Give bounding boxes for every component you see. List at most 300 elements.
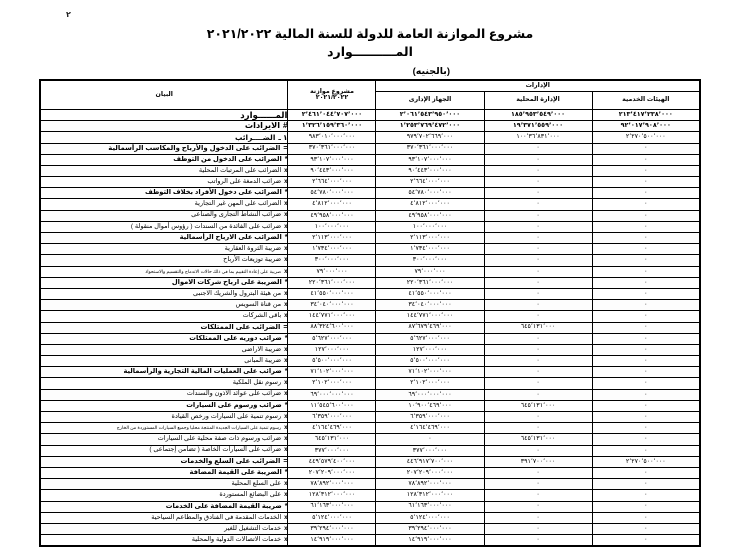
cell-idari: ٥٤٬٧٨٠٬٠٠٠٬٠٠٠ xyxy=(376,188,484,199)
cell-idari: ٨٧٬٦٧٩٬٤٦٩٬٠٠٠ xyxy=(376,322,484,333)
cell-mashroo: ٨٨٬٣٢٤٬٦٠٠٬٠٠٠ xyxy=(288,322,376,333)
cell-idari: ٠ xyxy=(376,434,484,445)
cell-hayaat: ٠ xyxy=(592,177,700,188)
cell-idari: ٥٬٦٢٧٬٠٠٠٬٠٠٠ xyxy=(376,333,484,344)
bullet-x-icon: x xyxy=(284,525,288,532)
cell-statement xyxy=(40,535,288,547)
cell-statement xyxy=(40,400,288,411)
cell-idari: ١٠٬٩٠٠٬٤٦٩٬٠٠٠ xyxy=(376,400,484,411)
table-row xyxy=(40,356,700,367)
bullet-x-icon: x xyxy=(284,357,288,364)
cell-hayaat: ٠ xyxy=(592,400,700,411)
cell-statement xyxy=(40,389,288,400)
cell-idari: ٣٠٠٬٠٠٠٬٠٠٠ xyxy=(376,255,484,266)
cell-mahalia: ٠ xyxy=(484,277,592,288)
cell-hayaat: ٠ xyxy=(592,333,700,344)
cell-mashroo: ٤٩٬٩٥٨٬٠٠٠٬٠٠٠ xyxy=(288,210,376,221)
cell-hayaat: ٠ xyxy=(592,512,700,523)
cell-idari: ٢٠٧٬٢٠٩٬٠٠٠٬٠٠٠ xyxy=(376,467,484,478)
cell-statement xyxy=(40,423,288,434)
cell-hayaat: ٠ xyxy=(592,479,700,490)
cell-hayaat: ٠ xyxy=(592,154,700,165)
cell-hayaat: ٠ xyxy=(592,221,700,232)
cell-mahalia: ٠ xyxy=(484,467,592,478)
table-row xyxy=(40,266,700,277)
cell-mashroo: ٤١٬٥٥٠٬٠٠٠٬٠٠٠ xyxy=(288,288,376,299)
table-row xyxy=(40,501,700,512)
header-group-administrations: الإدارات xyxy=(376,80,700,92)
cell-idari: ٢٬٠٦١٬٥٤٣٬٩٥٠٬٠٠٠ xyxy=(376,109,484,120)
header-col-service-authorities: الهيئات الخدمية xyxy=(592,91,700,109)
statement-label: ضريبة توزيعات الأرباح xyxy=(223,256,282,264)
cell-mahalia: ٠ xyxy=(484,423,592,434)
statement-label: على السلع المحلية xyxy=(231,479,282,487)
table-row xyxy=(40,378,700,389)
cell-mahalia: ٠ xyxy=(484,490,592,501)
cell-mahalia: ٠ xyxy=(484,344,592,355)
cell-statement xyxy=(40,221,288,232)
cell-statement xyxy=(40,479,288,490)
statement-label: ضرائب ورسوم على السيارات xyxy=(186,402,282,410)
cell-mahalia: ٠ xyxy=(484,221,592,232)
table-row xyxy=(40,423,700,434)
statement-label: خدمات التشغيل للغير xyxy=(224,524,282,532)
cell-mahalia: ٠ xyxy=(484,233,592,244)
page-number: ٢ xyxy=(66,10,71,19)
table-row xyxy=(40,288,700,299)
cell-mahalia: ٠ xyxy=(484,300,592,311)
cell-idari: ٣٧٧٬٠٠٠٬٠٠٠ xyxy=(376,445,484,456)
cell-hayaat: ٠ xyxy=(592,434,700,445)
cell-hayaat: ٠ xyxy=(592,467,700,478)
cell-hayaat: ٠ xyxy=(592,143,700,154)
statement-label: الضرائب على المهن غير التجارية xyxy=(194,200,282,208)
cell-idari: ٥٬٥٠٠٬٠٠٠٬٠٠٠ xyxy=(376,356,484,367)
cell-statement xyxy=(40,109,288,120)
cell-mashroo: ١١٬٥٤٥٬٦٠٠٬٠٠٠ xyxy=(288,400,376,411)
statement-label: الضرائب على الارباح الرأسمالية xyxy=(179,234,282,242)
cell-mashroo: ٦٩٬٠٠٠٬٠٠٠٬٠٠٠ xyxy=(288,389,376,400)
statement-label: ضرائب على عوائد الاذون والسندات xyxy=(186,390,282,398)
cell-mashroo: ٢٬١٠٢٬٠٠٠٬٠٠٠ xyxy=(288,378,376,389)
statement-label: الخدمات المقدمة فى الفنادق والمطاعم السياحية xyxy=(151,513,282,521)
cell-statement xyxy=(40,143,288,154)
statement-label: رسوم تنمية على السيارات ورخص القيادة xyxy=(171,412,282,420)
table-row xyxy=(40,344,700,355)
cell-mahalia: ٠ xyxy=(484,288,592,299)
bullet-star-icon: * xyxy=(284,402,288,410)
cell-statement xyxy=(40,434,288,445)
table-row xyxy=(40,479,700,490)
cell-statement xyxy=(40,132,288,143)
cell-mashroo: ١٤٤٬٧٧١٬٠٠٠٬٠٠٠ xyxy=(288,311,376,322)
bullet-star-icon: * xyxy=(284,502,288,510)
cell-idari: ٣٧٠٬٣٦١٬٠٠٠٬٠٠٠ xyxy=(376,143,484,154)
cell-mashroo: ٦٤٥٬١٣١٬٠٠٠ xyxy=(288,434,376,445)
cell-mahalia: ٦٤٥٬١٣١٬٠٠٠ xyxy=(484,322,592,333)
statement-label: ضرائب على الفائدة من السندات ( رؤوس أموال منقولة ) xyxy=(130,222,282,230)
table-row xyxy=(40,199,700,210)
bullet-x-icon: x xyxy=(284,257,288,264)
cell-mashroo: ٤٬١٦٤٬٤٦٩٬٠٠٠ xyxy=(288,423,376,434)
header-col-local-administration: الإدارة المحلية xyxy=(484,91,592,109)
cell-mahalia: ٦٤٥٬١٣١٬٠٠٠ xyxy=(484,400,592,411)
table-row xyxy=(40,154,700,165)
cell-mashroo: ٦٬٣٥٩٬٠٠٠٬٠٠٠ xyxy=(288,412,376,423)
cell-hayaat: ٠ xyxy=(592,199,700,210)
cell-statement xyxy=(40,512,288,523)
cell-mahalia: ٠ xyxy=(484,177,592,188)
cell-hayaat: ٠ xyxy=(592,210,700,221)
cell-mashroo: ٤٤٩٬٥٧٩٬٤٠٠٬٠٠٠ xyxy=(288,456,376,467)
header-budget-line1: مشروع موازنة xyxy=(309,87,354,95)
statement-label: الضريبة على القيمة المضافة xyxy=(189,469,282,477)
bullet-x-icon: x xyxy=(284,246,288,253)
cell-idari: ٢٬٦٦٤٬٠٠٠٬٠٠٠ xyxy=(376,177,484,188)
bullet-x-icon: x xyxy=(284,425,288,432)
cell-hayaat: ٠ xyxy=(592,300,700,311)
statement-label: ضرائب ورسوم ذات صفة محلية على السيارات xyxy=(157,435,282,443)
cell-mashroo: ٥٬١٢٤٬٠٠٠٬٠٠٠ xyxy=(288,512,376,523)
cell-hayaat: ٠ xyxy=(592,233,700,244)
bullet-star-icon: * xyxy=(284,155,288,163)
cell-statement xyxy=(40,288,288,299)
cell-idari: ٥٬١٢٤٬٠٠٠٬٠٠٠ xyxy=(376,512,484,523)
cell-mashroo: ١٢٧٬٠٠٠٬٠٠٠ xyxy=(288,344,376,355)
table-row xyxy=(40,143,700,154)
cell-statement xyxy=(40,322,288,333)
cell-hayaat: ٠ xyxy=(592,356,700,367)
table-row xyxy=(40,456,700,467)
cell-statement xyxy=(40,490,288,501)
table-row xyxy=(40,412,700,423)
bullet-x-icon: x xyxy=(284,346,288,353)
cell-mashroo: ٢٢٠٬٣٦١٬٠٠٠٬٠٠٠ xyxy=(288,277,376,288)
cell-idari: ١٢٨٬٣١٢٬٠٠٠٬٠٠٠ xyxy=(376,490,484,501)
table-header-row-1 xyxy=(40,80,700,92)
cell-mahalia: ٠ xyxy=(484,244,592,255)
cell-idari: ٩٠٬٤٤٣٬٠٠٠٬٠٠٠ xyxy=(376,165,484,176)
cell-idari: ١٠٠٬٠٠٠٬٠٠٠ xyxy=(376,221,484,232)
table-header xyxy=(40,80,700,110)
cell-mashroo: ٥٤٬٧٨٠٬٠٠٠٬٠٠٠ xyxy=(288,188,376,199)
table-row xyxy=(40,177,700,188)
cell-hayaat: ٠ xyxy=(592,523,700,534)
cell-idari: ١٤٬٩١٩٬٠٠٠٬٠٠٠ xyxy=(376,535,484,547)
page-title: مشروع الموازنة العامة للدولة للسنة المالية ٢٠٢١/٢٠٢٢ xyxy=(206,27,534,41)
cell-hayaat: ٢١٣٬٤١٧٬٢٣٨٬٠٠٠ xyxy=(592,109,700,120)
table-row xyxy=(40,277,700,288)
cell-idari: ٦٩٬٠٠٠٬٠٠٠٬٠٠٠ xyxy=(376,389,484,400)
cell-mahalia: ٠ xyxy=(484,501,592,512)
bullet-star-icon: * xyxy=(284,278,288,286)
header-col-statement: البيان xyxy=(40,80,288,110)
cell-mahalia: ٣٩١٬٧٠٠٬٠٠٠ xyxy=(484,456,592,467)
cell-idari: ٣٩٬٢٩٤٬٠٠٠٬٠٠٠ xyxy=(376,523,484,534)
statement-label: ضريبة المبانى xyxy=(244,356,282,364)
cell-mashroo: ١٠٠٬٠٠٠٬٠٠٠ xyxy=(288,221,376,232)
cell-idari: ١٬٢٥٣٬٧٦٩٬٤٧٢٬٠٠٠ xyxy=(376,121,484,132)
bullet-x-icon: x xyxy=(284,167,288,174)
statement-label: ضرائب على السيارات الخاصة ( تضامن إجتماعى ) xyxy=(149,446,282,454)
cell-hayaat: ٠ xyxy=(592,244,700,255)
cell-mashroo: ٩٠٬٤٤٣٬٠٠٠٬٠٠٠ xyxy=(288,165,376,176)
cell-statement xyxy=(40,311,288,322)
statement-label: خدمات الاتصالات الدولية والمحلية xyxy=(191,535,282,543)
table-row xyxy=(40,233,700,244)
cell-hayaat: ٩٢٬٠١٧٬٩٠٨٬٠٠٠ xyxy=(592,121,700,132)
cell-idari: ٦١٬١٦٣٬٠٠٠٬٠٠٠ xyxy=(376,501,484,512)
bullet-star-icon: * xyxy=(284,469,288,477)
header-budget-line2: ٢٠٢١/٢٠٢٢ xyxy=(315,93,349,101)
bullet-number: ١ ـ xyxy=(278,132,288,142)
cell-hayaat: ٢٬٢٧٠٬٥٠٠٬٠٠٠ xyxy=(592,456,700,467)
cell-mahalia: ٠ xyxy=(484,356,592,367)
cell-idari: ٩٣٬١٠٧٬٠٠٠٬٠٠٠ xyxy=(376,154,484,165)
cell-statement xyxy=(40,121,288,132)
cell-mahalia: ٠ xyxy=(484,199,592,210)
cell-mashroo: ٢٬٤٦١٬٠٤٤٬٧٠٧٬٠٠٠ xyxy=(288,109,376,120)
cell-idari: ٢٬١١٣٬٠٠٠٬٠٠٠ xyxy=(376,233,484,244)
table-row xyxy=(40,244,700,255)
cell-hayaat: ٠ xyxy=(592,255,700,266)
cell-hayaat: ٠ xyxy=(592,535,700,547)
cell-statement xyxy=(40,367,288,378)
cell-hayaat: ٠ xyxy=(592,490,700,501)
table-row xyxy=(40,445,700,456)
statement-label: رسوم نقل الملكية xyxy=(232,379,282,387)
bullet-star-icon: * xyxy=(284,368,288,376)
cell-statement xyxy=(40,356,288,367)
cell-mashroo: ٤٬٨١٢٬٠٠٠٬٠٠٠ xyxy=(288,199,376,210)
statement-label: من قناة السويس xyxy=(235,300,282,308)
cell-mashroo: ٣٤٬٠٤٠٬٠٠٠٬٠٠٠ xyxy=(288,300,376,311)
cell-mashroo: ٣٠٠٬٠٠٠٬٠٠٠ xyxy=(288,255,376,266)
cell-hayaat: ٠ xyxy=(592,277,700,288)
statement-label: الضرائب على المرتبات المحلية xyxy=(198,166,282,174)
cell-mashroo: ٧٨٬٨٩٢٬٠٠٠٬٠٠٠ xyxy=(288,479,376,490)
cell-statement xyxy=(40,467,288,478)
statement-label: ضرائب دوريه على الممتلكات xyxy=(189,334,282,342)
cell-mahalia: ٠ xyxy=(484,255,592,266)
statement-label: ضريبة الاراضى xyxy=(241,345,282,353)
table-row xyxy=(40,165,700,176)
cell-mahalia: ١٠٠٬٣٦٬٨٣١٬٠٠٠ xyxy=(484,132,592,143)
bullet-x-icon: x xyxy=(284,391,288,398)
cell-statement xyxy=(40,255,288,266)
statement-label: ضرائب على العمليات المالية التجارية والرأسمالية xyxy=(123,368,282,376)
cell-idari: ٤٩٬٩٥٨٬٠٠٠٬٠٠٠ xyxy=(376,210,484,221)
statement-label: الضرائب على الدخول من التوظف xyxy=(173,155,282,163)
cell-mashroo: ١٤٬٩١٩٬٠٠٠٬٠٠٠ xyxy=(288,535,376,547)
cell-mahalia: ٠ xyxy=(484,412,592,423)
budget-resources-table xyxy=(39,79,701,548)
table-row xyxy=(40,210,700,221)
cell-mahalia: ٠ xyxy=(484,154,592,165)
cell-hayaat: ٠ xyxy=(592,188,700,199)
cell-idari: ٧٨٬٨٩٢٬٠٠٠٬٠٠٠ xyxy=(376,479,484,490)
cell-mahalia: ٠ xyxy=(484,165,592,176)
table-row xyxy=(40,389,700,400)
bullet-x-icon: x xyxy=(284,301,288,308)
cell-mahalia: ٠ xyxy=(484,143,592,154)
statement-label: من هيئة البترول والشريك الاجنبى xyxy=(193,289,282,297)
table-row xyxy=(40,188,700,199)
cell-hayaat: ٢٬٢٧٠٬٥٠٠٬٠٠٠ xyxy=(592,132,700,143)
table-row xyxy=(40,322,700,333)
statement-label: باقى الشركات xyxy=(242,312,282,320)
cell-idari: ٧١٬١٠٢٬٠٠٠٬٠٠٠ xyxy=(376,367,484,378)
table-row xyxy=(40,535,700,547)
cell-mashroo: ١٬٣٢٦٬١٥٩٬٣٦٠٬٠٠٠ xyxy=(288,121,376,132)
statement-label: ضريبة الثروة العقارية xyxy=(224,245,282,253)
bullet-x-icon: x xyxy=(284,514,288,521)
table-row xyxy=(40,400,700,411)
bullet-x-icon: x xyxy=(284,492,288,499)
cell-hayaat: ٠ xyxy=(592,165,700,176)
bullet-x-icon: x xyxy=(284,201,288,208)
cell-statement xyxy=(40,501,288,512)
table-row xyxy=(40,434,700,445)
cell-hayaat: ٠ xyxy=(592,344,700,355)
cell-hayaat: ٠ xyxy=(592,423,700,434)
cell-statement xyxy=(40,177,288,188)
table-row xyxy=(40,311,700,322)
cell-mashroo: ٩٣٬١٠٧٬٠٠٠٬٠٠٠ xyxy=(288,154,376,165)
cell-idari: ٢٬١٠٢٬٠٠٠٬٠٠٠ xyxy=(376,378,484,389)
cell-mashroo: ٦١٬١٦٣٬٠٠٠٬٠٠٠ xyxy=(288,501,376,512)
table-row xyxy=(40,523,700,534)
cell-mahalia: ٠ xyxy=(484,210,592,221)
cell-mahalia: ٠ xyxy=(484,512,592,523)
cell-mashroo: ٧٩٬٠٠٠٬٠٠٠ xyxy=(288,266,376,277)
statement-label: على البضائع المستوردة xyxy=(219,491,282,499)
bullet-x-icon: x xyxy=(284,447,288,454)
statement-label: ضريبة على إعادة التقييم بما فى ذلك حالات الاندماج والتقسيم والاستحواذ xyxy=(145,268,282,274)
table-row xyxy=(40,221,700,232)
cell-hayaat: ٠ xyxy=(592,367,700,378)
bullet-star-icon: * xyxy=(284,189,288,197)
cell-statement xyxy=(40,154,288,165)
cell-mashroo: ٣٧٧٬٠٠٠٬٠٠٠ xyxy=(288,445,376,456)
cell-idari: ٤١٬٥٥٠٬٠٠٠٬٠٠٠ xyxy=(376,288,484,299)
cell-idari: ٢٢٠٬٣٦١٬٠٠٠٬٠٠٠ xyxy=(376,277,484,288)
statement-label: رسوم تنمية على السيارات الجديدة المنتجة محليا وجميع السيارات المستوردة من الخارج xyxy=(116,425,282,431)
bullet-x-icon: x xyxy=(284,313,288,320)
header-col-budget-project xyxy=(288,80,376,110)
cell-mahalia: ١٨٥٬٩٥٣٬٥٤٩٬٠٠٠ xyxy=(484,109,592,120)
cell-mashroo: ٥٬٥٠٠٬٠٠٠٬٠٠٠ xyxy=(288,356,376,367)
cell-mahalia: ٠ xyxy=(484,266,592,277)
statement-label: الضرائب على دخول الأفراد بخلاف التوظف xyxy=(145,189,282,197)
bullet-equals-icon: = xyxy=(283,323,288,331)
cell-mahalia: ٠ xyxy=(484,445,592,456)
cell-mahalia: ٠ xyxy=(484,523,592,534)
cell-statement xyxy=(40,445,288,456)
cell-statement xyxy=(40,333,288,344)
cell-mashroo: ٢٠٧٬٢٠٩٬٠٠٠٬٠٠٠ xyxy=(288,467,376,478)
bullet-x-icon: x xyxy=(284,223,288,230)
cell-mashroo: ١٬٧٣٤٬٠٠٠٬٠٠٠ xyxy=(288,244,376,255)
cell-idari: ١٢٧٬٠٠٠٬٠٠٠ xyxy=(376,344,484,355)
cell-mahalia: ٠ xyxy=(484,311,592,322)
cell-idari: ٤٬١٦٤٬٤٦٩٬٠٠٠ xyxy=(376,423,484,434)
cell-idari: ١٬٧٣٤٬٠٠٠٬٠٠٠ xyxy=(376,244,484,255)
table-row xyxy=(40,109,700,120)
cell-statement xyxy=(40,378,288,389)
cell-hayaat: ٠ xyxy=(592,389,700,400)
cell-hayaat: ٠ xyxy=(592,378,700,389)
cell-statement xyxy=(40,266,288,277)
cell-idari: ٦٬٣٥٩٬٠٠٠٬٠٠٠ xyxy=(376,412,484,423)
page-subtitle: المــــــــــوارد xyxy=(327,44,413,59)
statement-label: الايرادات xyxy=(244,121,281,131)
cell-mahalia: ٠ xyxy=(484,378,592,389)
cell-hayaat: ٠ xyxy=(592,322,700,333)
cell-mahalia: ٠ xyxy=(484,188,592,199)
cell-statement xyxy=(40,199,288,210)
statement-label: ضريبة القيمة المضافة على الخدمات xyxy=(165,502,282,510)
cell-mahalia: ١٩٬٣٧١٬٥٥٩٬٠٠٠ xyxy=(484,121,592,132)
statement-label: الضرائب على السلع والخدمات xyxy=(180,457,281,465)
statement-label: ضرائب النشاط التجارى والصناعى xyxy=(191,211,282,219)
title-block xyxy=(0,0,740,61)
cell-statement xyxy=(40,244,288,255)
statement-label: الضــــرائب xyxy=(234,132,276,142)
bullet-equals-icon: = xyxy=(283,144,288,152)
bullet-x-icon: x xyxy=(284,480,288,487)
cell-statement xyxy=(40,456,288,467)
table-row xyxy=(40,121,700,132)
cell-hayaat: ٠ xyxy=(592,288,700,299)
bullet-star-icon: * xyxy=(284,334,288,342)
statement-label: ضرائب الدمغة على الرواتب xyxy=(207,177,282,185)
cell-mashroo: ٩٨٣٬٠١٠٬٠٠٠٬٠٠٠ xyxy=(288,132,376,143)
cell-hayaat: ٠ xyxy=(592,412,700,423)
table-row xyxy=(40,132,700,143)
bullet-x-icon: x xyxy=(284,178,288,185)
table-row xyxy=(40,333,700,344)
cell-idari: ٣٤٬٠٤٠٬٠٠٠٬٠٠٠ xyxy=(376,300,484,311)
cell-mashroo: ٥٬٦٢٧٬٠٠٠٬٠٠٠ xyxy=(288,333,376,344)
statement-label: الضرائب على الدخول والأرباح والمكاسب الرأسمالية xyxy=(108,144,281,152)
statement-label: المــــــوارد xyxy=(240,109,288,120)
statement-label: الضريبة على ارباح شركات الاموال xyxy=(171,278,282,286)
cell-mashroo: ٢٬٦٦٤٬٠٠٠٬٠٠٠ xyxy=(288,177,376,188)
cell-idari: ٩٧٩٬٧٠٢٬٦٦٩٬٠٠٠ xyxy=(376,132,484,143)
bullet-x-icon: x xyxy=(284,290,288,297)
cell-mashroo: ٢٬١١٣٬٠٠٠٬٠٠٠ xyxy=(288,233,376,244)
cell-statement xyxy=(40,300,288,311)
table-row xyxy=(40,512,700,523)
table-body xyxy=(40,109,700,546)
cell-mahalia: ٠ xyxy=(484,333,592,344)
cell-idari: ١٤٤٬٧٧١٬٠٠٠٬٠٠٠ xyxy=(376,311,484,322)
table-row xyxy=(40,490,700,501)
bullet-x-icon: x xyxy=(284,380,288,387)
table-row xyxy=(40,255,700,266)
cell-mahalia: ٠ xyxy=(484,389,592,400)
table-row xyxy=(40,300,700,311)
cell-statement xyxy=(40,233,288,244)
bullet-equals-icon: = xyxy=(283,457,288,465)
cell-mashroo: ١٢٨٬٣١٢٬٠٠٠٬٠٠٠ xyxy=(288,490,376,501)
statement-label: الضرائب على الممتلكات xyxy=(200,323,281,331)
cell-statement xyxy=(40,188,288,199)
cell-statement xyxy=(40,412,288,423)
bullet-x-icon: x xyxy=(284,268,288,275)
cell-statement xyxy=(40,523,288,534)
